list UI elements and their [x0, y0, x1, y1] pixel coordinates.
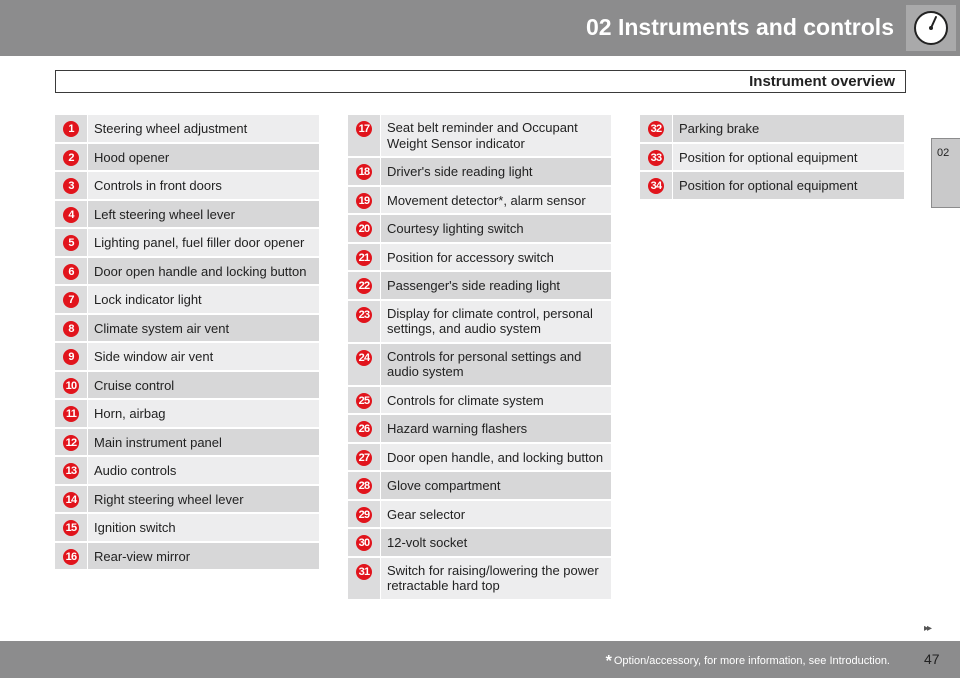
item-number-badge: 1	[63, 121, 79, 137]
item-label: Steering wheel adjustment	[88, 115, 319, 142]
item-number-badge: 23	[356, 307, 372, 323]
legend-column-1	[55, 115, 319, 571]
item-number-badge: 7	[63, 292, 79, 308]
item-number-badge: 16	[63, 549, 79, 565]
side-tab-label: 02	[937, 147, 950, 159]
item-label: Ignition switch	[88, 514, 319, 541]
item-number-badge: 11	[63, 406, 79, 422]
item-number-badge: 30	[356, 535, 372, 551]
legend-item	[55, 229, 319, 258]
item-label: Hazard warning flashers	[381, 415, 611, 442]
item-number-badge: 9	[63, 349, 79, 365]
legend-item	[55, 486, 319, 515]
legend-item	[55, 315, 319, 344]
section-header	[55, 70, 906, 93]
item-number-badge: 34	[648, 178, 664, 194]
legend-item	[348, 215, 611, 244]
item-number-badge: 15	[63, 520, 79, 536]
item-label: Hood opener	[88, 144, 319, 171]
legend-item	[55, 258, 319, 287]
legend-item	[55, 543, 319, 572]
item-label: Controls in front doors	[88, 172, 319, 199]
item-number-badge: 18	[356, 164, 372, 180]
item-number-badge: 2	[63, 150, 79, 166]
item-label: Driver's side reading light	[381, 158, 611, 185]
item-number-badge: 33	[648, 150, 664, 166]
item-label: Seat belt reminder and Occupant Weight Sensor indicator	[381, 115, 611, 156]
footnote	[606, 653, 890, 671]
legend-item	[640, 172, 904, 201]
item-number-badge: 4	[63, 207, 79, 223]
item-label: Position for optional equipment	[673, 172, 904, 199]
item-label: Glove compartment	[381, 472, 611, 499]
legend-item	[55, 144, 319, 173]
footnote-star: *	[605, 653, 612, 670]
item-label: Side window air vent	[88, 343, 319, 370]
item-label: Parking brake	[673, 115, 904, 142]
legend-item	[348, 387, 611, 416]
legend-item	[348, 301, 611, 344]
legend-item	[348, 344, 611, 387]
continue-arrows-icon: ▸▸	[924, 623, 931, 634]
item-number-badge: 10	[63, 378, 79, 394]
legend-item	[348, 272, 611, 301]
item-label: Passenger's side reading light	[381, 272, 611, 299]
item-number-badge: 28	[356, 478, 372, 494]
item-label: Main instrument panel	[88, 429, 319, 456]
item-label: Position for optional equipment	[673, 144, 904, 171]
legend-column-3	[640, 115, 904, 201]
legend-item	[348, 529, 611, 558]
item-number-badge: 27	[356, 450, 372, 466]
section-title: Instrument overview	[749, 73, 895, 90]
item-label: Climate system air vent	[88, 315, 319, 342]
item-number-badge: 19	[356, 193, 372, 209]
item-label: Horn, airbag	[88, 400, 319, 427]
legend-item	[640, 115, 904, 144]
legend-item	[55, 429, 319, 458]
legend-item	[55, 201, 319, 230]
item-label: Movement detector*, alarm sensor	[381, 187, 611, 214]
item-label: Courtesy lighting switch	[381, 215, 611, 242]
page-number: 47	[924, 651, 940, 667]
item-number-badge: 32	[648, 121, 664, 137]
item-number-badge: 8	[63, 321, 79, 337]
item-label: Rear-view mirror	[88, 543, 319, 570]
legend-item	[55, 115, 319, 144]
chapter-header-bar	[0, 0, 960, 56]
item-number-badge: 12	[63, 435, 79, 451]
item-number-badge: 13	[63, 463, 79, 479]
legend-item	[55, 514, 319, 543]
item-label: Lock indicator light	[88, 286, 319, 313]
legend-item	[348, 244, 611, 273]
legend-column-2	[348, 115, 611, 601]
item-number-badge: 17	[356, 121, 372, 137]
page-footer-bar	[0, 641, 960, 678]
item-label: Cruise control	[88, 372, 319, 399]
legend-item	[55, 172, 319, 201]
item-number-badge: 14	[63, 492, 79, 508]
legend-item	[348, 187, 611, 216]
item-label: Right steering wheel lever	[88, 486, 319, 513]
legend-item	[55, 286, 319, 315]
legend-item	[55, 400, 319, 429]
item-number-badge: 6	[63, 264, 79, 280]
item-label: Left steering wheel lever	[88, 201, 319, 228]
item-number-badge: 22	[356, 278, 372, 294]
chapter-side-tab[interactable]	[931, 138, 960, 208]
legend-item	[55, 457, 319, 486]
item-label: Audio controls	[88, 457, 319, 484]
item-label: Controls for climate system	[381, 387, 611, 414]
item-label: Display for climate control, personal settings, and audio system	[381, 301, 611, 342]
item-label: Door open handle, and locking button	[381, 444, 611, 471]
legend-item	[55, 372, 319, 401]
footnote-text: Option/accessory, for more information, see Introduction.	[613, 655, 890, 667]
legend-item	[348, 115, 611, 158]
legend-item	[55, 343, 319, 372]
item-label: Gear selector	[381, 501, 611, 528]
item-number-badge: 3	[63, 178, 79, 194]
item-label: Door open handle and locking button	[88, 258, 319, 285]
chapter-title: 02 Instruments and controls	[585, 14, 894, 40]
item-label: Position for accessory switch	[381, 244, 611, 271]
item-number-badge: 25	[356, 393, 372, 409]
item-number-badge: 20	[356, 221, 372, 237]
speedometer-gauge-icon	[906, 5, 956, 51]
legend-item	[348, 501, 611, 530]
legend-item	[348, 158, 611, 187]
legend-item	[348, 558, 611, 601]
item-number-badge: 21	[356, 250, 372, 266]
item-number-badge: 31	[356, 564, 372, 580]
item-label: Controls for personal settings and audio system	[381, 344, 611, 385]
item-label: 12-volt socket	[381, 529, 611, 556]
legend-item	[348, 444, 611, 473]
item-number-badge: 26	[356, 421, 372, 437]
item-number-badge: 24	[356, 350, 372, 366]
legend-item	[348, 472, 611, 501]
item-label: Lighting panel, fuel filler door opener	[88, 229, 319, 256]
item-label: Switch for raising/lowering the power retractable hard top	[381, 558, 611, 599]
legend-item	[640, 144, 904, 173]
legend-item	[348, 415, 611, 444]
item-number-badge: 5	[63, 235, 79, 251]
item-number-badge: 29	[356, 507, 372, 523]
